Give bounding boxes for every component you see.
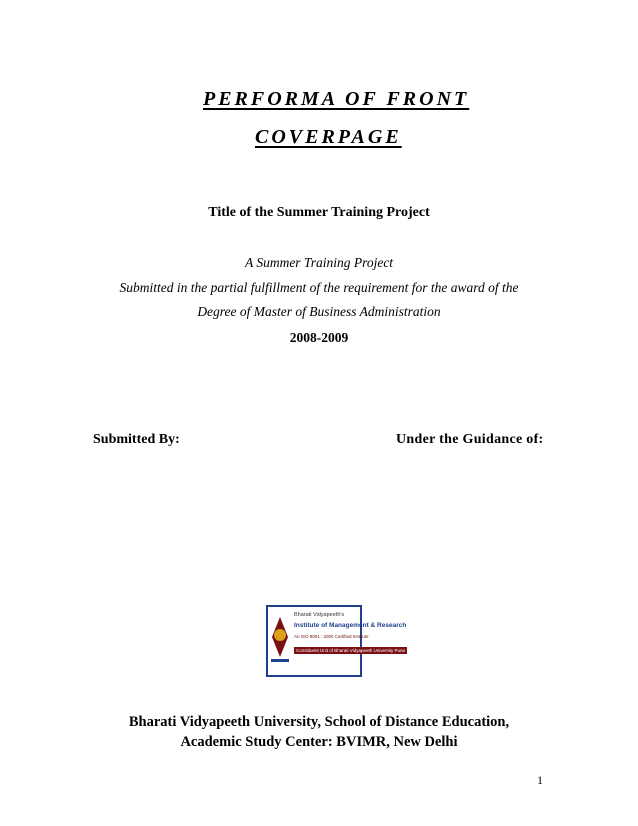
logo-line-3: An ISO 9001 : 2000 Certified Institute [294,634,369,639]
logo-line-2: Institute of Management & Research [294,622,407,629]
heading-line-2: COVERPAGE [255,126,402,148]
academic-year: 2008-2009 [289,330,349,345]
page-number: 1 [537,773,543,787]
logo-line-4: Constituent Unit of Bharati Vidyapeeth University Pune [296,648,405,653]
logo-line-1: Bharati Vidyapeeth's [294,612,345,618]
description-line-1: A Summer Training Project [244,255,394,270]
institute-logo [266,605,407,677]
guidance-label: Under the Guidance of: [396,432,544,447]
description-line-3: Degree of Master of Business Administration [197,304,441,319]
description-line-2: Submitted in the partial fulfillment of the requirement for the award of the [119,280,519,295]
footer-line-1: Bharati Vidyapeeth University, School of Distance Education, [128,714,510,730]
footer-line-2: Academic Study Center: BVIMR, New Delhi [180,734,458,750]
project-title: Title of the Summer Training Project [208,205,430,220]
heading-line-1: PERFORMA OF FRONT [203,88,470,110]
submitted-by-label: Submitted By: [93,432,180,447]
